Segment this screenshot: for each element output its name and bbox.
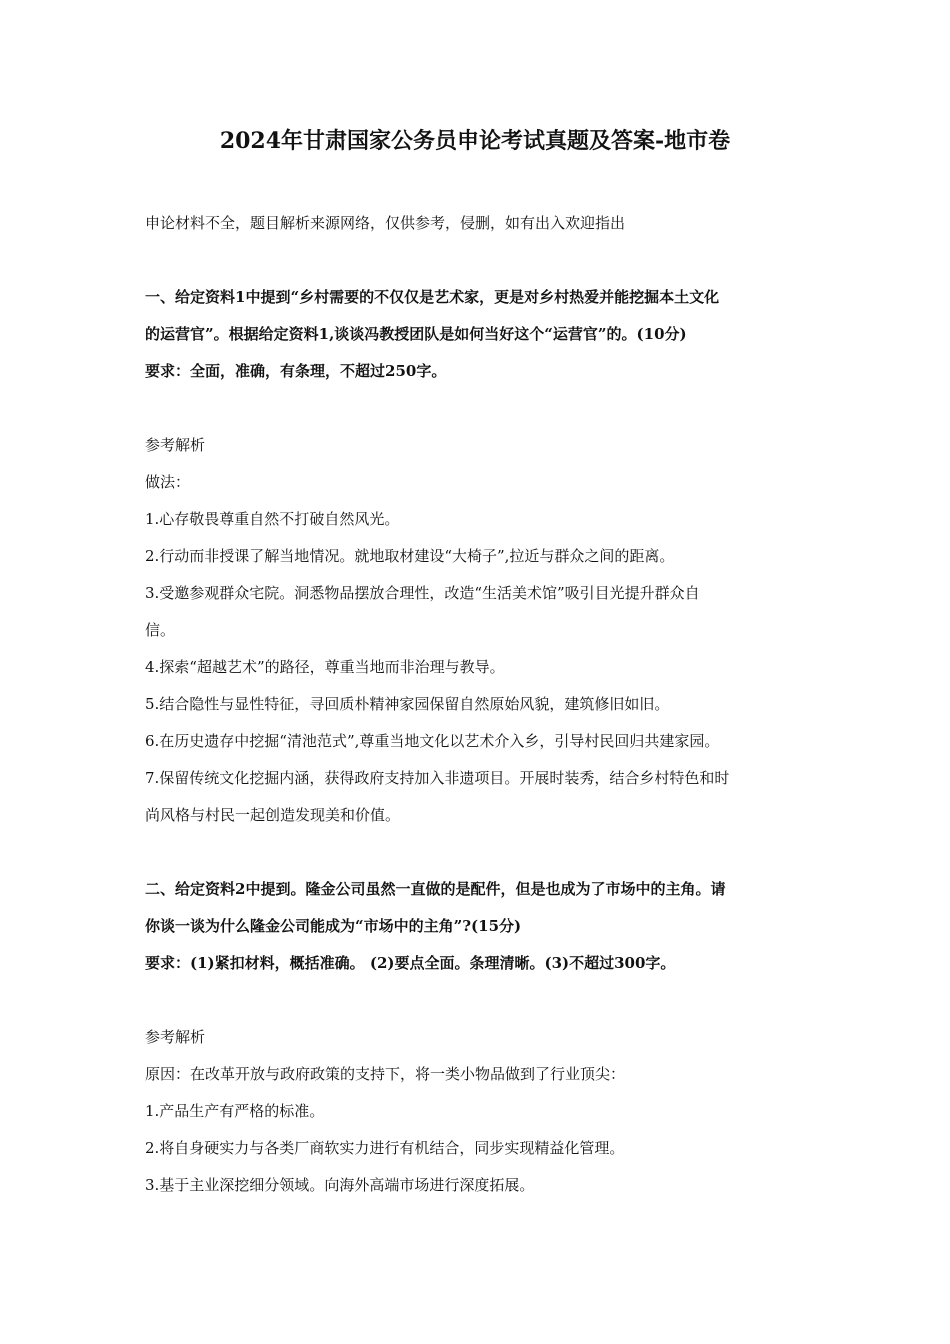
spacer <box>145 834 810 871</box>
question-2-reference-heading: 参考解析 <box>145 1028 206 1046</box>
intro-note: 申论材料不全，题目解析来源网络，仅供参考，侵删，如有出入欢迎指出 <box>145 214 626 232</box>
question-1-item: 6.在历史遗存中挖掘“清池范式”,尊重当地文化以艺术介入乡，引导村民回归共建家园。 <box>145 732 720 750</box>
question-1-reference-heading: 参考解析 <box>145 436 206 454</box>
question-2 <box>145 871 810 1204</box>
page-title: 2024年甘肃国家公务员申论考试真题及答案-地市卷 <box>219 128 731 154</box>
question-1-answer-label: 做法： <box>145 473 191 491</box>
question-1-item: 1.心存敬畏尊重自然不打破自然风光。 <box>145 510 400 528</box>
spacer <box>145 390 810 427</box>
question-1-item: 信。 <box>145 621 176 639</box>
question-2-item: 3.基于主业深挖细分领域。向海外高端市场进行深度拓展。 <box>145 1176 535 1194</box>
question-1-requirement: 要求：全面，准确，有条理，不超过250字。 <box>145 362 447 380</box>
question-1-item: 4.探索“超越艺术”的路径，尊重当地而非治理与教导。 <box>145 658 505 676</box>
question-1-item: 2.行动而非授课了解当地情况。就地取材建设“大椅子”,拉近与群众之间的距离。 <box>145 547 675 565</box>
question-1 <box>145 279 810 834</box>
spacer <box>145 982 810 1019</box>
question-2-requirement: 要求：(1)紧扣材料，概括准确。 (2)要点全面。条理清晰。(3)不超过300字。 <box>145 954 676 972</box>
question-2-item: 2.将自身硬实力与各类厂商软实力进行有机结合，同步实现精益化管理。 <box>145 1139 625 1157</box>
spacer <box>145 242 810 279</box>
question-2-line-2: 你谈一谈为什么隆金公司能成为“市场中的主角”?(15分) <box>145 917 522 935</box>
question-2-answer-label: 原因：在改革开放与政府政策的支持下，将一类小物品做到了行业顶尖： <box>145 1065 626 1083</box>
question-1-item: 3.受邀参观群众宅院。洞悉物品摆放合理性，改造“生活美术馆”吸引目光提升群众自 <box>145 584 700 602</box>
question-1-line-2: 的运营官”。根据给定资料1,谈谈冯教授团队是如何当好这个“运营官”的。(10分) <box>145 325 687 343</box>
question-2-line-1: 二、给定资料2中提到。隆金公司虽然一直做的是配件，但是也成为了市场中的主角。请 <box>145 880 726 898</box>
question-1-line-1: 一、给定资料1中提到“乡村需要的不仅仅是艺术家，更是对乡村热爱并能挖掘本土文化 <box>145 288 720 306</box>
question-2-item: 1.产品生产有严格的标准。 <box>145 1102 325 1120</box>
question-1-item: 5.结合隐性与显性特征，寻回质朴精神家园保留自然原始风貌，建筑修旧如旧。 <box>145 695 670 713</box>
question-1-item: 尚风格与村民一起创造发现美和价值。 <box>145 806 401 824</box>
document-body <box>145 205 810 1204</box>
question-1-item: 7.保留传统文化挖掘内涵，获得政府支持加入非遗项目。开展时装秀，结合乡村特色和时 <box>145 769 730 787</box>
